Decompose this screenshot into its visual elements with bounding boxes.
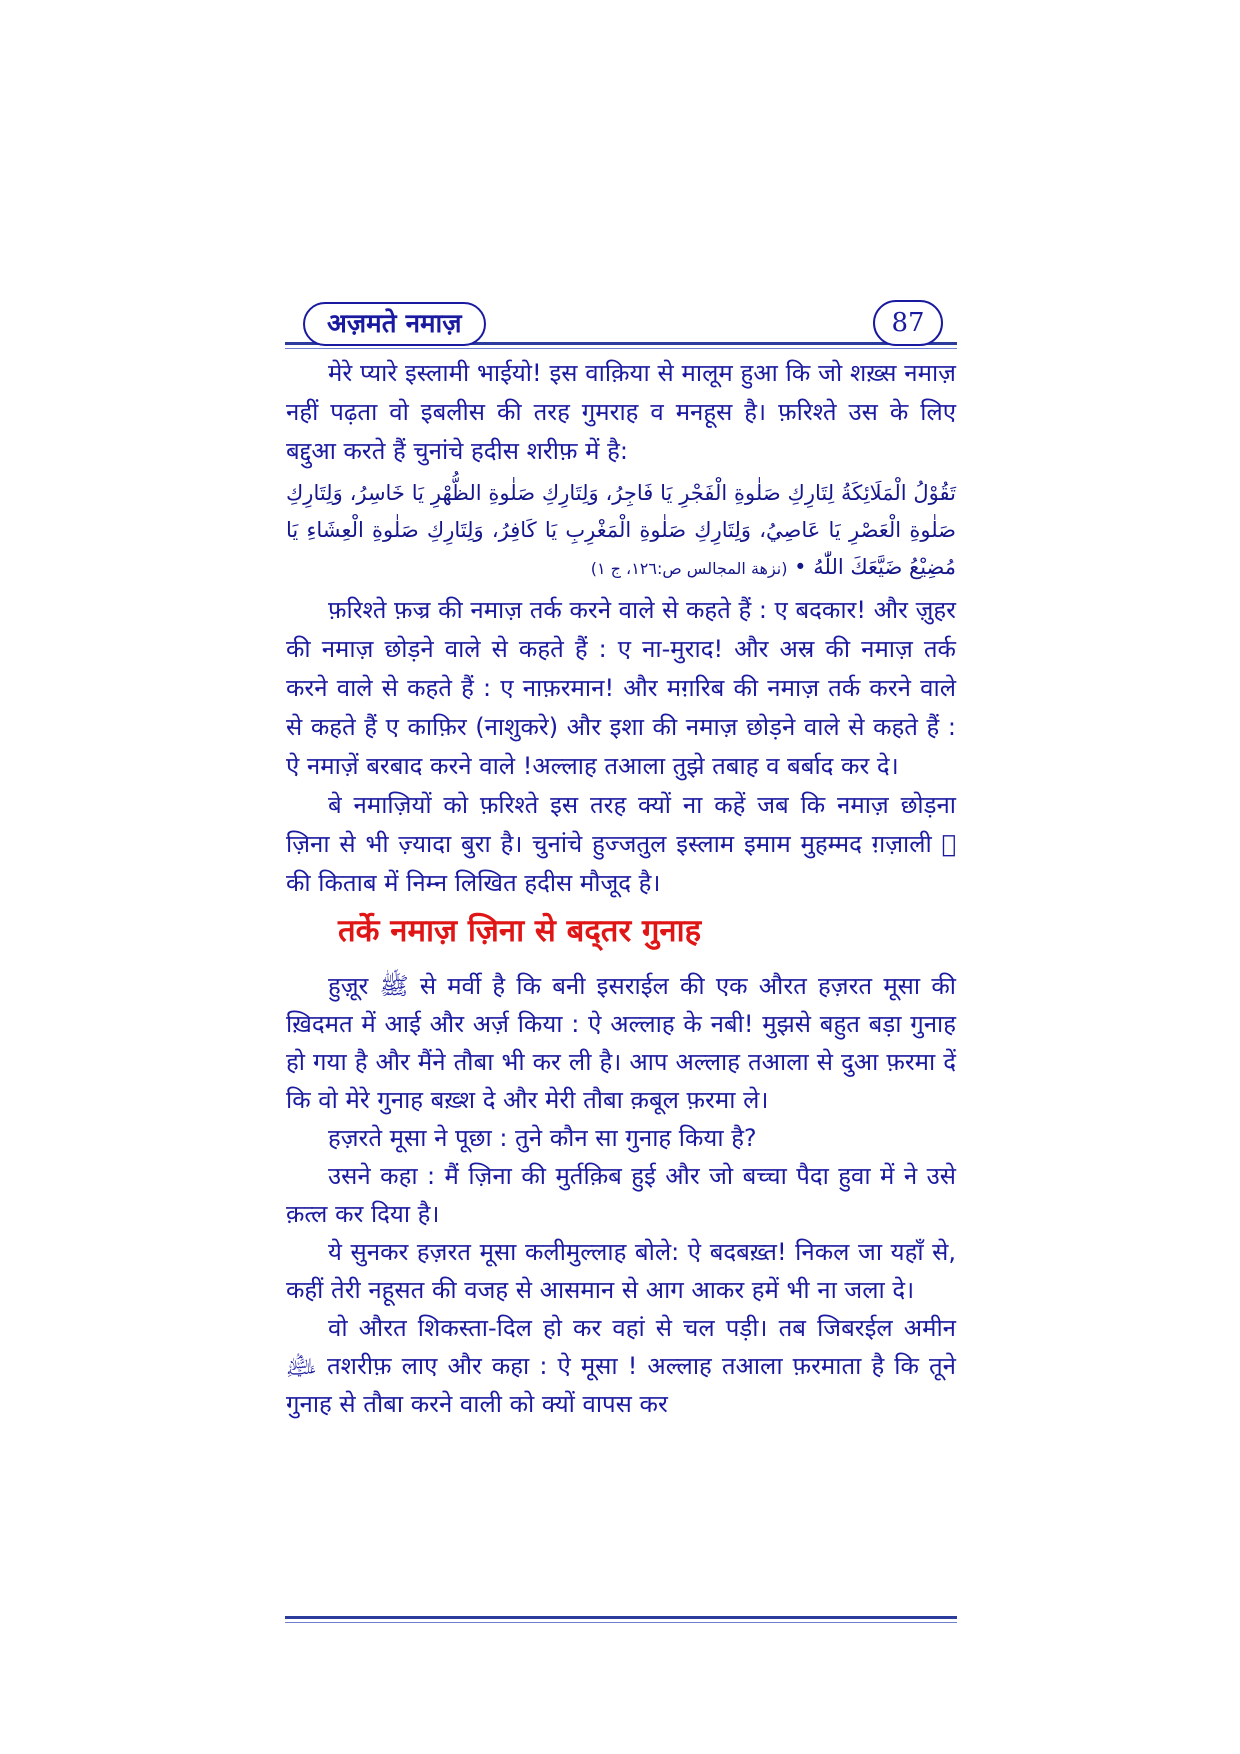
section-heading: तर्के नमाज़ ज़िना से बद्तर गुनाह (338, 913, 702, 949)
book-title: अज़मते नमाज़ (303, 302, 486, 346)
header-rule-thin (285, 348, 957, 349)
paragraph-musa-5: वो औरत शिकस्ता-दिल हो कर वहां से चल पड़ी। तब जिबरईल अमीन ﵇ तशरीफ़ लाए और कहा : ऐ मूसा ! अल्लाह तआला फ़रमाता है कि तूने गुनाह से तौबा करने वाली को क्यों वापस कर (286, 1314, 956, 1418)
paragraph-musa-3: उसने कहा : मैं ज़िना की मुर्तक़िब हुई और जो बच्चा पैदा हुवा में ने उसे क़त्ल कर दिया है। (286, 1162, 956, 1228)
footer-rule (285, 1616, 957, 1619)
paragraph-musa-4: ये सुनकर हज़रत मूसा कलीमुल्लाह बोले: ऐ बदबख़्त! निकल जा यहाँ से, कहीं तेरी नहूसत की वजह से आसमान से आग आकर हमें भी ना जला दे। (286, 1238, 956, 1304)
arabic-line-1: تَقُوْلُ الْمَلَائِكَةُ لِتَارِكِ صَلٰوةِ الْفَجْرِ يَا فَاجِرُ، وَلِتَارِكِ صَلٰوةِ الظُّهْرِ يَا خَاسِرُ، وَلِتَارِكِ صَلٰوةِ الْعَصْرِ يَا عَاصِيُ، (286, 481, 956, 542)
paragraph-ghazali: बे नमाज़ियों को फ़रिश्ते इस तरह क्यों ना कहें जब कि नमाज़ छोड़ना ज़िना से भी ज़्यादा बुरा है। चुनांचे हुज्जतुल इस्लाम इमाम मुहम्मद ग़ज़ाली ﷫ की किताब में निम्न लिखित हदीस मौजूद है। (286, 791, 956, 897)
page-content (286, 354, 956, 1423)
paragraph-musa-1: हुज़ूर ﷺ से मर्वी है कि बनी इसराईल की एक औरत हज़रत मूसा की ख़िदमत में आई और अर्ज़ किया : ऐ अल्लाह के नबी! मुझसे बहुत बड़ा गुनाह हो गया है और मैंने तौबा भी कर ली है। आप अल्लाह तआला से दुआ फ़रमा दें कि वो मेरे गुनाह बख़्श दे और मेरी तौबा क़बूल फ़रमा ले। (286, 972, 956, 1114)
paragraph-musa-2: हज़रते मूसा ने पूछा : तुने कौन सा गुनाह किया है? (328, 1124, 757, 1152)
arabic-line-2: وَلِتَارِكِ صَلٰوةِ الْمَغْرِبِ يَا كَافِرُ، وَلِتَارِكِ صَلٰوةِ الْعِشَاءِ يَا مُضِيْعُ ضَيَّعَكَ اللّٰهُ • (286, 518, 956, 579)
paragraph-angels: फ़रिश्ते फ़ज्र की नमाज़ तर्क करने वाले से कहते हैं : ए बदकार! और ज़ुहर की नमाज़ छोड़ने वाले से कहते हैं : ए ना-मुराद! और अस्र की नमाज़ तर्क करने वाले से कहते हैं : ए नाफ़रमान! और मग़रिब की नमाज़ तर्क करने वाले से कहते हैं ए काफ़िर (नाशुकरे) और इशा की नमाज़ छोड़ने वाले से कहते हैं : ऐ नमाज़ें बरबाद करने वाले !अल्लाह तआला तुझे तबाह व बर्बाद कर दे। (286, 596, 956, 780)
page-header (285, 298, 957, 348)
page-number: 87 (873, 300, 943, 346)
arabic-hadith (286, 475, 956, 587)
arabic-reference: (نزهة المجالس ص:١٢٦، ج ١) (590, 559, 788, 578)
paragraph-intro: मेरे प्यारे इस्लामी भाईयो! इस वाक़िया से मालूम हुआ कि जो शख़्स नमाज़ नहीं पढ़ता वो इबलीस की तरह गुमराह व मनहूस है। फ़रिश्ते उस के लिए बद्दुआ करते हैं चुनांचे हदीस शरीफ़ में है: (286, 359, 956, 465)
footer-rule-thin (285, 1622, 957, 1623)
